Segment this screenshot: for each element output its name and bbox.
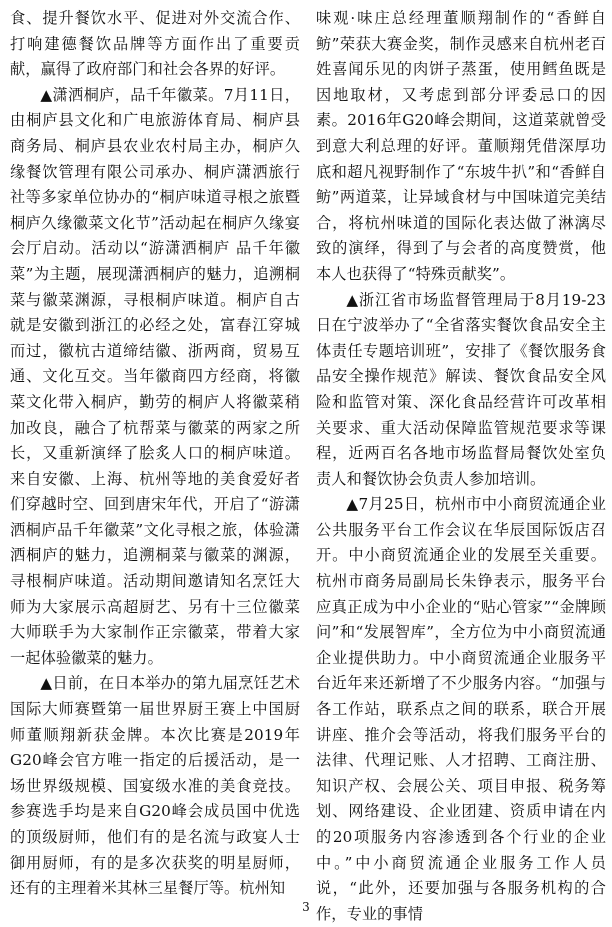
left-column: [10, 6, 300, 902]
news-item-text: 潇洒桐庐，品千年徽菜。7月11日，由桐庐县文化和广电旅游体育局、桐庐县商务局、桐庐县农业农村局主办，桐庐久缘餐饮管理有限公司承办、桐庐潇洒旅行社等多家单位协办的“桐庐味道寻根之旅暨桐庐久缘徽菜文化节”活动起在桐庐久缘宴会厅启动。活动以“游潇洒桐庐 品千年徽菜”为主题，展现潇洒桐庐的魅力，追溯桐菜与徽菜渊源，寻根桐庐味道。桐庐自古就是安徽到浙江的必经之处，富春江穿城而过，徽杭古道缔结徽、浙两商，贸易互通、文化互交。当年徽商四方经商，将徽菜文化带入桐庐，勤劳的桐庐人将徽菜稍加改良，融合了杭帮菜与徽菜的两家之所长，又重新演绎了脍炙人口的桐庐味道。来自安徽、上海、杭州等地的美食爱好者们穿越时空、回到唐宋年代，开启了“游潇洒桐庐品千年徽菜”文化寻根之旅，体验潇洒桐庐的魅力，追溯桐菜与徽菜的渊源，寻根桐庐味道。活动期间邀请知名烹饪大师为大家展示高超厨艺、另有十三位徽菜大师联手为大家制作正宗徽菜，带着大家一起体验徽菜的魅力。: [10, 85, 300, 667]
news-item-service-platform: [316, 492, 606, 927]
triangle-bullet-icon: ▲: [346, 290, 359, 309]
news-item-tonglu-hui-cuisine: [10, 83, 300, 672]
news-item-text: 浙江省市场监督管理局于8月19-23日在宁波举办了“全省落实餐饮食品安全主体责任专题培训班”，安排了《餐饮服务食品安全操作规范》解读、餐饮食品安全风险和监管对策、深化食品经营许可改革相关要求、重大活动保障监管规范要求等课程，近两百名各地市场监督局餐饮处室负责人和餐饮协会负责人参加培训。: [316, 290, 607, 488]
news-item-text: 7月25日，杭州市中小商贸流通企业公共服务平台工作会议在华辰国际饭店召开。中小商贸流通企业的发展至关重要。杭州市商务局副局长朱铮表示，服务平台应真正成为中小企业的“贴心管家”“金牌顾问”和“发展智库”，全方位为中小商贸流通企业提供助力。中小商贸流通企业服务平台近年来还新增了不少服务内容。“加强与各工作站，联系点之间的联系，联合开展讲座、推介会等活动，将我们服务平台的法律、代理记账、人才招聘、工商注册、知识产权、会展公关、项目申报、税务筹划、网络建设、企业团建、资质申请在内的20项服务内容渗透到各个行业的企业中。”中小商贸流通企业服务工作人员说，“此外，还要加强与各服务机构的合作，专业的事情: [316, 495, 606, 923]
triangle-bullet-icon: ▲: [40, 674, 53, 693]
triangle-bullet-icon: ▲: [40, 85, 53, 104]
continued-paragraph: 味观·味庄总经理董顺翔制作的“香鲜自鲂”荣获大赛金奖，制作灵感来自杭州老百姓喜闻乐见的肉饼子蒸蛋，使用鳕鱼既是因地取材，又考虑到部分评委忌口的因素。2016年G20峰会期间，这道菜就曾受到意大利总理的好评。董顺翔凭借深厚功底和超凡视野制作了“东坡牛扒”和“香鲜自鲂”两道菜，让异域食材与中国味道完美结合，将杭州味道的国际化表达做了淋漓尽致的演绎，得到了与会者的高度赞赏，他本人也获得了“特殊贡献奖”。: [316, 9, 606, 283]
page-number: 3: [302, 900, 310, 914]
news-item-text: 日前，在日本举办的第九届烹饪艺术国际大师赛暨第一届世界厨王赛上中国厨师董顺翔新获金牌。本次比赛是2019年G20峰会官方唯一指定的后援活动，是一场世界级规模、国宴级水准的美食竞技。参赛选手均是来自G20峰会成员国中优选的顶级厨师，他们有的是名流与政宴人士御用厨师，有的是多次获奖的明星厨师，还有的主理着米其林三星餐厅等。杭州知: [10, 674, 300, 898]
triangle-bullet-icon: ▲: [346, 495, 359, 514]
news-item-food-safety-training: [316, 288, 606, 493]
right-column: [316, 6, 606, 927]
news-item-chef-gold-medal: [10, 671, 300, 901]
continued-paragraph: 食、提升餐饮水平、促进对外交流合作、打响建德餐饮品牌等方面作出了重要贡献，赢得了政府部门和社会各界的好评。: [10, 9, 300, 79]
